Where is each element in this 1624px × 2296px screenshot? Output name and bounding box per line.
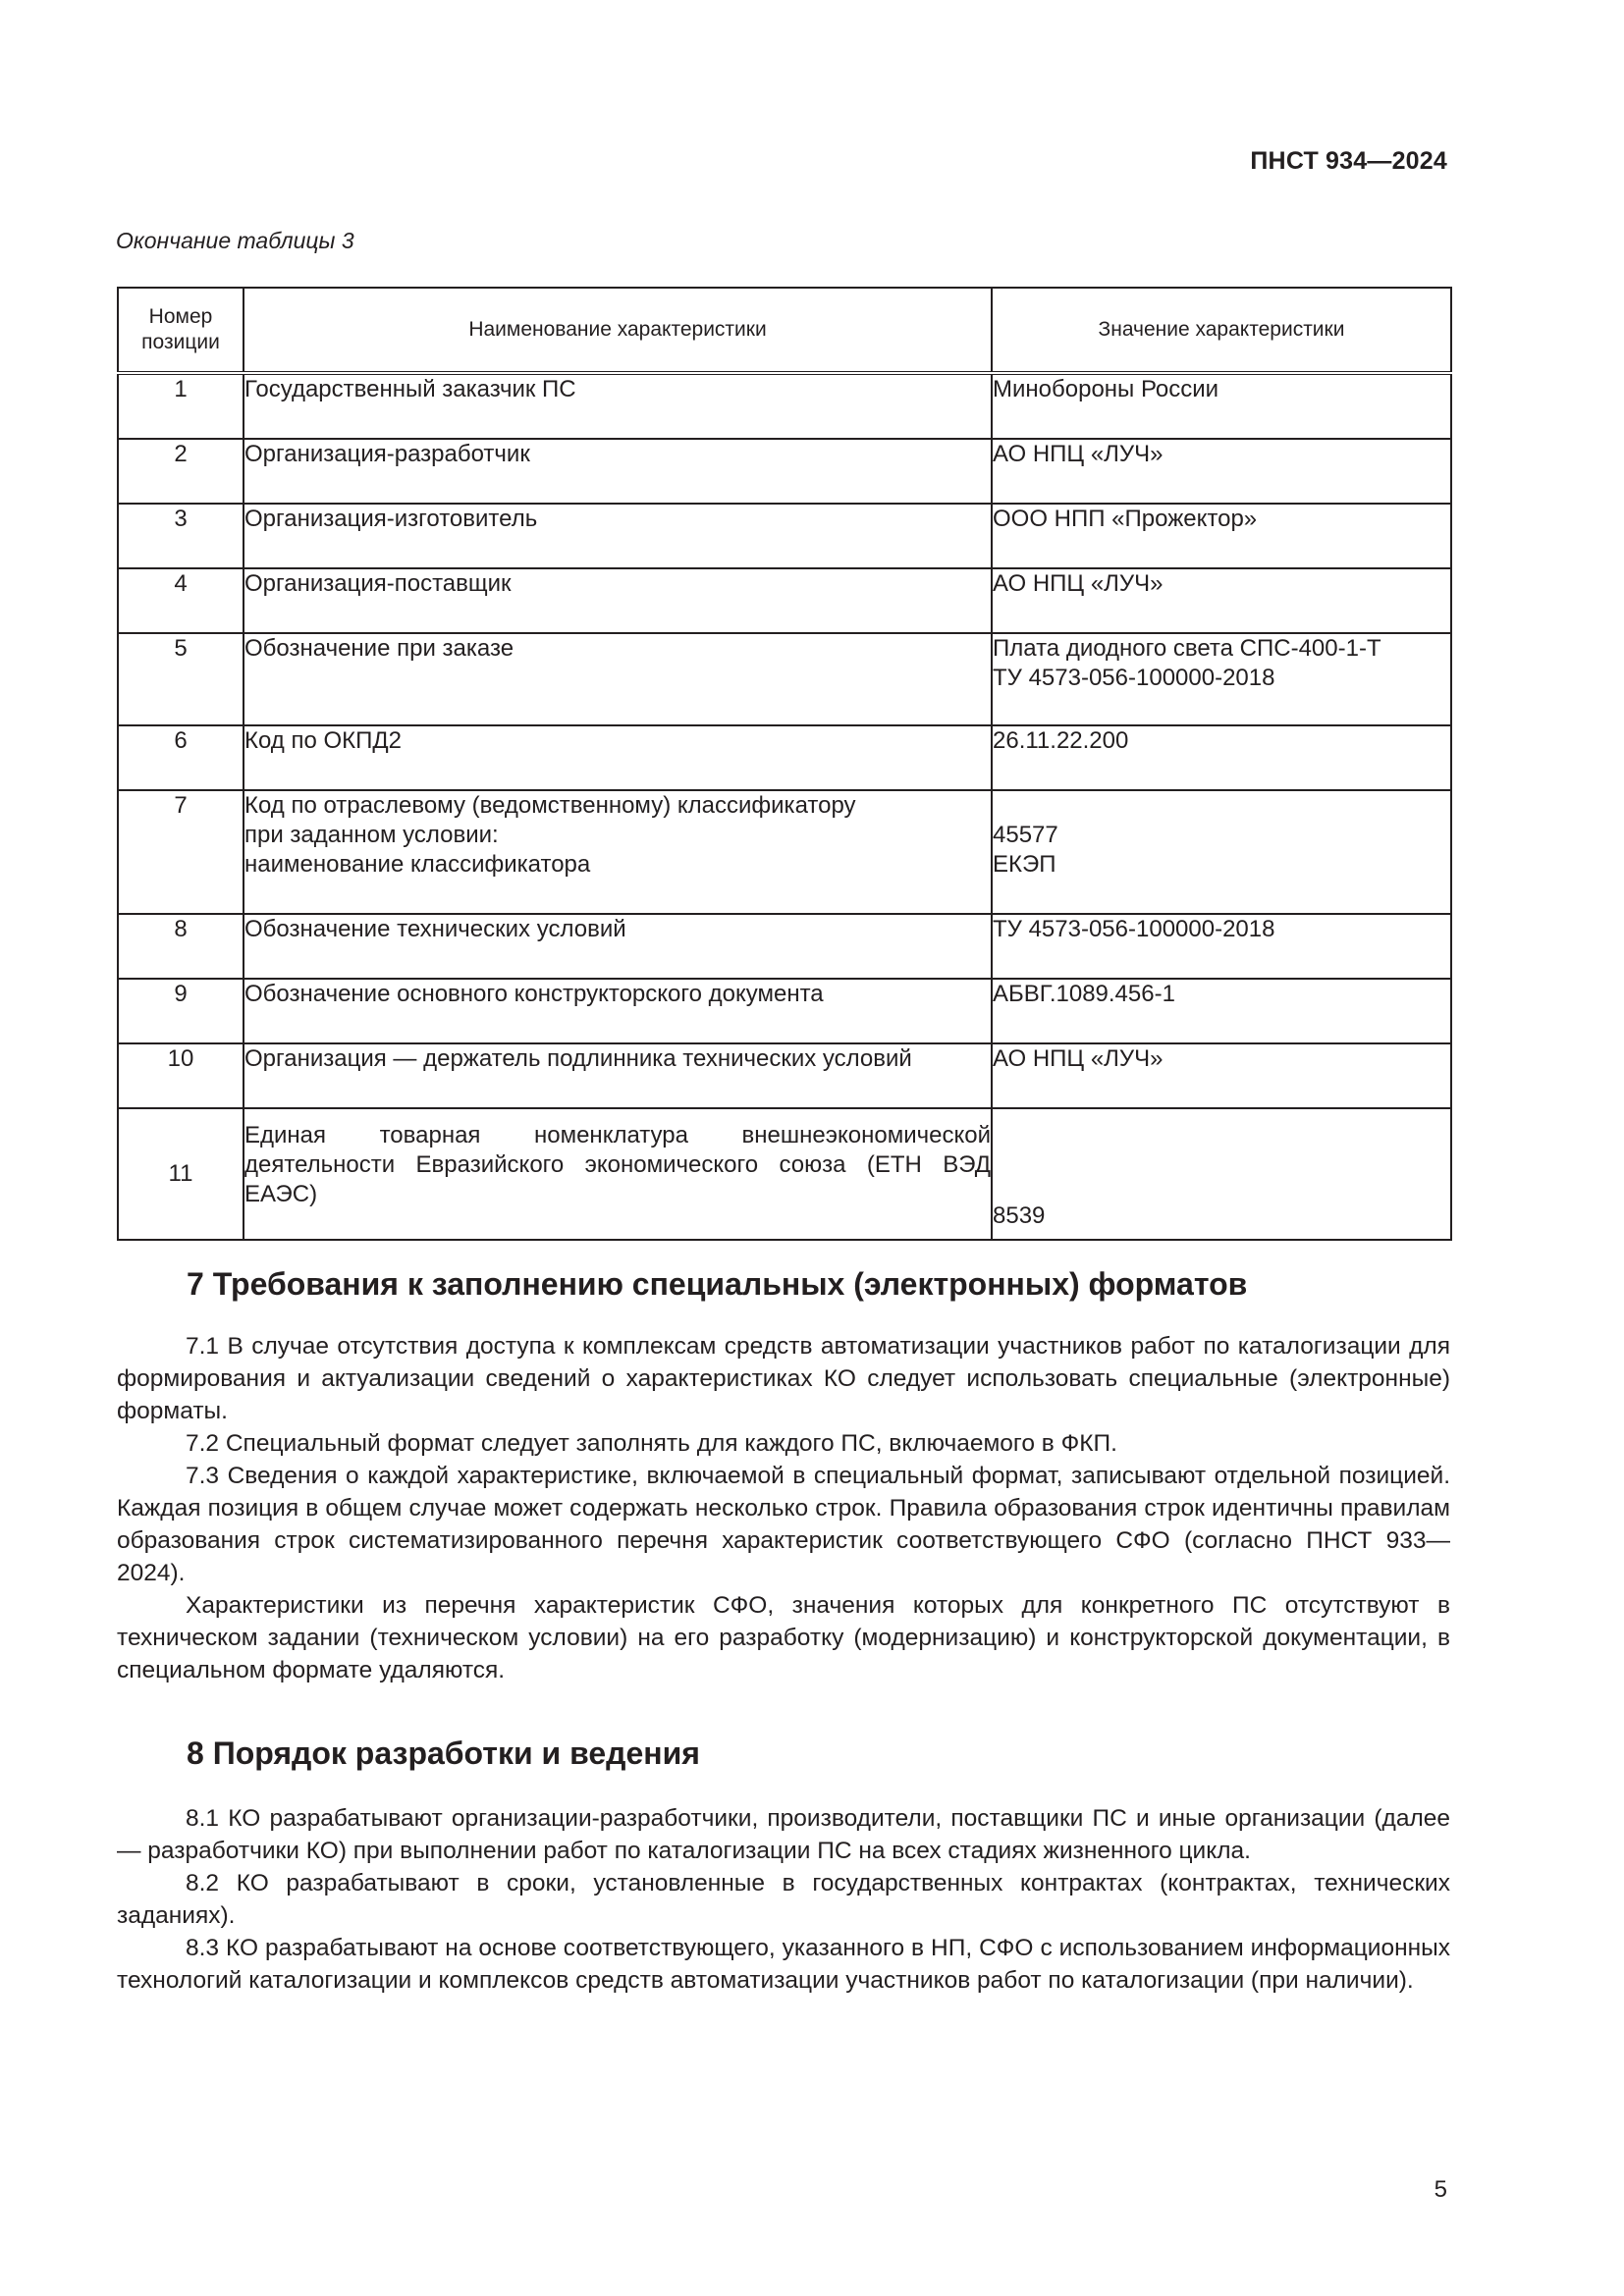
value-line: 45577	[993, 822, 1058, 848]
row-characteristic-value	[992, 633, 1451, 725]
row-number: 11	[118, 1108, 244, 1240]
row-characteristic-name: Организация-поставщик	[244, 568, 992, 633]
column-header-number	[118, 288, 244, 373]
table-row	[118, 439, 1451, 504]
row-characteristic-value: ТУ 4573-056-100000-2018	[992, 914, 1451, 979]
table-caption: Окончание таблицы 3	[116, 228, 354, 253]
row-characteristic-value: АО НПЦ «ЛУЧ»	[992, 1043, 1451, 1108]
row-characteristic-value: 26.11.22.200	[992, 725, 1451, 790]
value-spacer	[993, 791, 1450, 821]
section-7-body	[117, 1330, 1450, 1686]
document-code: ПНСТ 934—2024	[1250, 147, 1447, 175]
table-row	[118, 504, 1451, 568]
paragraph: Характеристики из перечня характеристик СФО, значения которых для конкретного ПС отсутствуют в техническом задании (техническом условии) на его разработку (модернизацию) и конструкторской документации, в специальном формате удаляются.	[117, 1592, 1450, 1683]
section-8-heading: 8 Порядок разработки и ведения	[187, 1735, 700, 1771]
row-number: 8	[118, 914, 244, 979]
row-characteristic-value: АО НПЦ «ЛУЧ»	[992, 568, 1451, 633]
row-characteristic-name: Организация-изготовитель	[244, 504, 992, 568]
row-characteristic-name: Обозначение при заказе	[244, 633, 992, 725]
row-characteristic-name: Государственный заказчик ПС	[244, 373, 992, 439]
row-characteristic-value: ООО НПП «Прожектор»	[992, 504, 1451, 568]
table-row	[118, 373, 1451, 439]
row-number: 1	[118, 373, 244, 439]
name-line: Код по отраслевому (ведомственному) классификатору	[244, 792, 856, 819]
value-line: Плата диодного света СПС-400-1-Т	[993, 635, 1381, 662]
table-row	[118, 1108, 1451, 1240]
row-characteristic-value	[992, 790, 1451, 914]
column-header-name: Наименование характеристики	[244, 288, 992, 373]
row-number: 2	[118, 439, 244, 504]
table-row	[118, 1043, 1451, 1108]
row-characteristic-value: 8539	[992, 1108, 1451, 1240]
row-characteristic-name: Обозначение технических условий	[244, 914, 992, 979]
table-row	[118, 979, 1451, 1043]
row-characteristic-name: Код по ОКПД2	[244, 725, 992, 790]
paragraph: 8.2 КО разрабатывают в сроки, установленные в государственных контрактах (контрактах, технических заданиях).	[117, 1870, 1450, 1929]
value-line: ТУ 4573-056-100000-2018	[993, 665, 1275, 691]
table-row	[118, 568, 1451, 633]
row-characteristic-name: Организация — держатель подлинника технических условий	[244, 1043, 992, 1108]
paragraph: 7.1 В случае отсутствия доступа к комплексам средств автоматизации участников работ по каталогизации для формирования и актуализации сведений о характеристиках КО следует использовать специальные (электронные) форматы.	[117, 1333, 1450, 1424]
row-number: 10	[118, 1043, 244, 1108]
name-line: наименование классификатора	[244, 851, 591, 878]
column-header-number-line: позиции	[141, 331, 220, 353]
paragraph: 7.2 Специальный формат следует заполнять для каждого ПС, включаемого в ФКП.	[186, 1430, 1117, 1457]
section-8-body	[117, 1802, 1450, 1997]
paragraph: 8.3 КО разрабатывают на основе соответствующего, указанного в НП, СФО с использованием информационных технологий каталогизации и комплексов средств автоматизации участников работ по каталогизации (при наличии).	[117, 1935, 1450, 1994]
row-characteristic-name: Единая товарная номенклатура внешнеэкономической деятельности Евразийского экономического союза (ЕТН ВЭД ЕАЭС)	[244, 1108, 992, 1240]
column-header-value: Значение характеристики	[992, 288, 1451, 373]
row-characteristic-value: АО НПЦ «ЛУЧ»	[992, 439, 1451, 504]
table-row	[118, 914, 1451, 979]
paragraph: 8.1 КО разрабатывают организации-разработчики, производители, поставщики ПС и иные организации (далее — разработчики КО) при выполнении работ по каталогизации ПС на всех стадиях жизненного цикла.	[117, 1805, 1450, 1864]
section-7-heading: 7 Требования к заполнению специальных (электронных) форматов	[187, 1266, 1248, 1302]
row-number: 9	[118, 979, 244, 1043]
row-number: 4	[118, 568, 244, 633]
row-characteristic-value: Минобороны России	[992, 373, 1451, 439]
value-line: ЕКЭП	[993, 851, 1056, 878]
row-characteristic-name: Обозначение основного конструкторского документа	[244, 979, 992, 1043]
table-row	[118, 790, 1451, 914]
name-line: при заданном условии:	[244, 822, 499, 848]
table-row	[118, 725, 1451, 790]
table-header-row	[118, 288, 1451, 373]
column-header-number-line: Номер	[148, 305, 213, 328]
row-number: 6	[118, 725, 244, 790]
page-number: 5	[1434, 2176, 1447, 2203]
table-row	[118, 633, 1451, 725]
paragraph: 7.3 Сведения о каждой характеристике, включаемой в специальный формат, записывают отдельной позицией. Каждая позиция в общем случае может содержать несколько строк. Правила образования строк идентичны правилам образования строк систематизированного перечня характеристик соответствующего СФО (согласно ПНСТ 933—2024).	[117, 1463, 1450, 1586]
row-number: 5	[118, 633, 244, 725]
characteristics-table	[117, 287, 1452, 1241]
row-characteristic-name: Организация-разработчик	[244, 439, 992, 504]
row-characteristic-name	[244, 790, 992, 914]
row-number: 7	[118, 790, 244, 914]
row-characteristic-value: АБВГ.1089.456-1	[992, 979, 1451, 1043]
row-number: 3	[118, 504, 244, 568]
